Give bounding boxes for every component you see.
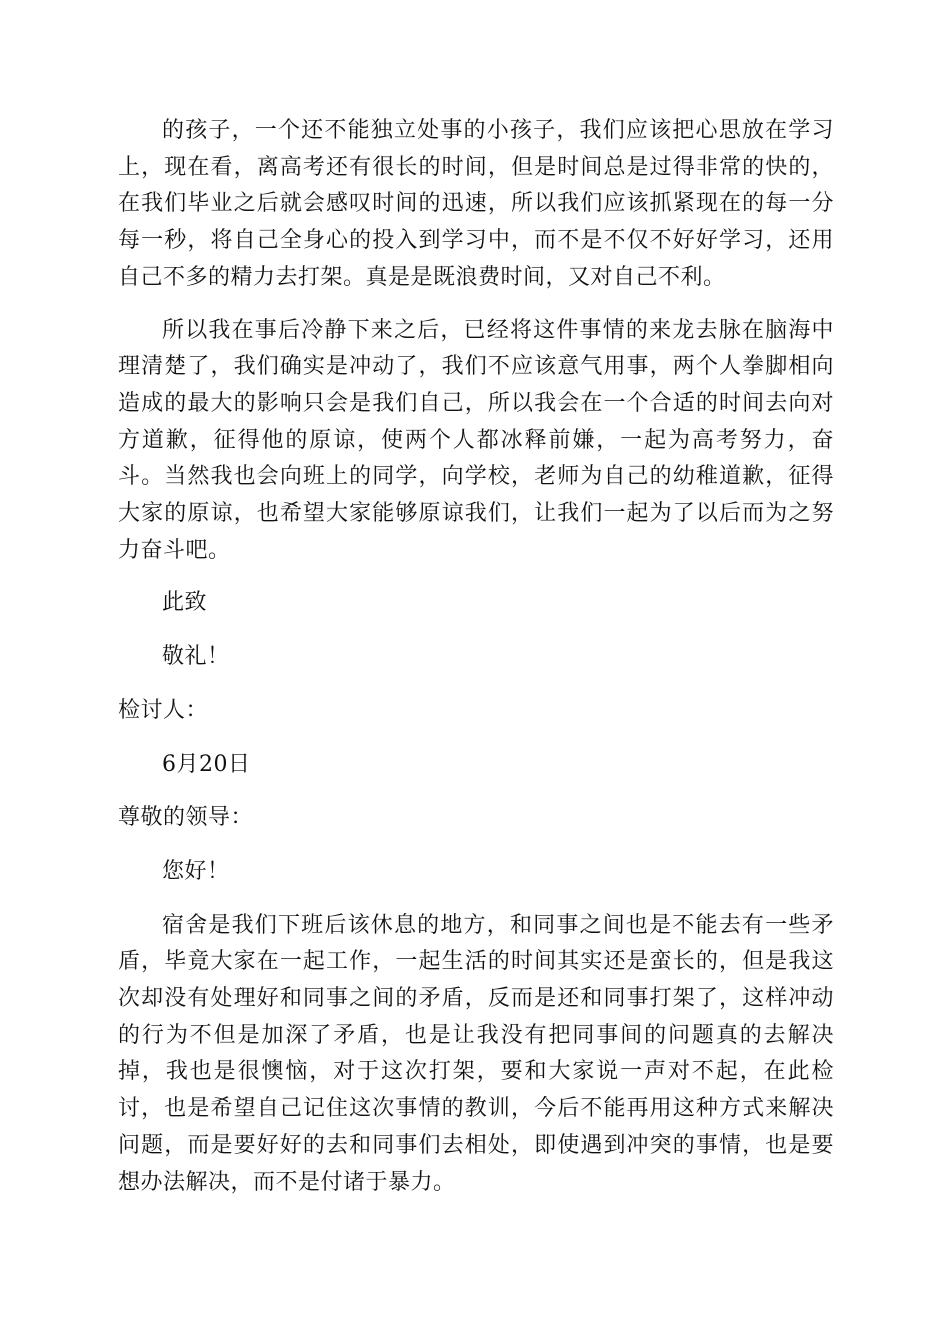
body-paragraph-1: 的孩子，一个还不能独立处事的小孩子，我们应该把心思放在学习上，现在看，离高考还有很长的时间，但是时间总是过得非常的快的，在我们毕业之后就会感叹时间的迅速，所以我们应该抓紧现在的每一分每一秒，将自己全身心的投入到学习中，而不是不仅不好好学习，还用自己不多的精力去打架。真是是既浪费时间，又对自己不利。 [118,118,834,290]
letter-date: 6月20日 [162,751,251,777]
signature-label: 检讨人： [118,697,209,723]
body-paragraph-2: 所以我在事后冷静下来之后，已经将这件事情的来龙去脉在脑海中理清楚了，我们确实是冲动了，我们不应该意气用事，两个人拳脚相向造成的最大的影响只会是我们自己，所以我会在一个合适的时间去向对方道歉，征得他的原谅，使两个人都冰释前嫌，一起为高考努力，奋斗。当然我也会向班上的同学，向学校，老师为自己的幼稚道歉，征得大家的原谅，也希望大家能够原谅我们，让我们一起为了以后而为之努力奋斗吧。 [118,317,834,563]
closing-ci-zhi: 此致 [162,590,208,616]
closing-jing-li: 敬礼！ [162,644,230,670]
greeting: 您好！ [162,858,230,884]
body-paragraph-3: 宿舍是我们下班后该休息的地方，和同事之间也是不能去有一些矛盾，毕竟大家在一起工作，一起生活的时间其实还是蛮长的，但是我这次却没有处理好和同事之间的矛盾，反而是还和同事打架了，这样冲动的行为不但是加深了矛盾，也是让我没有把同事间的问题真的去解决掉，我也是很懊恼，对于这次打架，要和大家说一声对不起，在此检讨，也是希望自己记住这次事情的教训，今后不能再用这种方式来解决问题，而是要好好的去和同事们去相处，即使遇到冲突的事情，也是要想办法解决，而不是付诸于暴力。 [118,912,834,1195]
salutation: 尊敬的领导： [118,805,254,831]
document-page [118,113,834,1217]
